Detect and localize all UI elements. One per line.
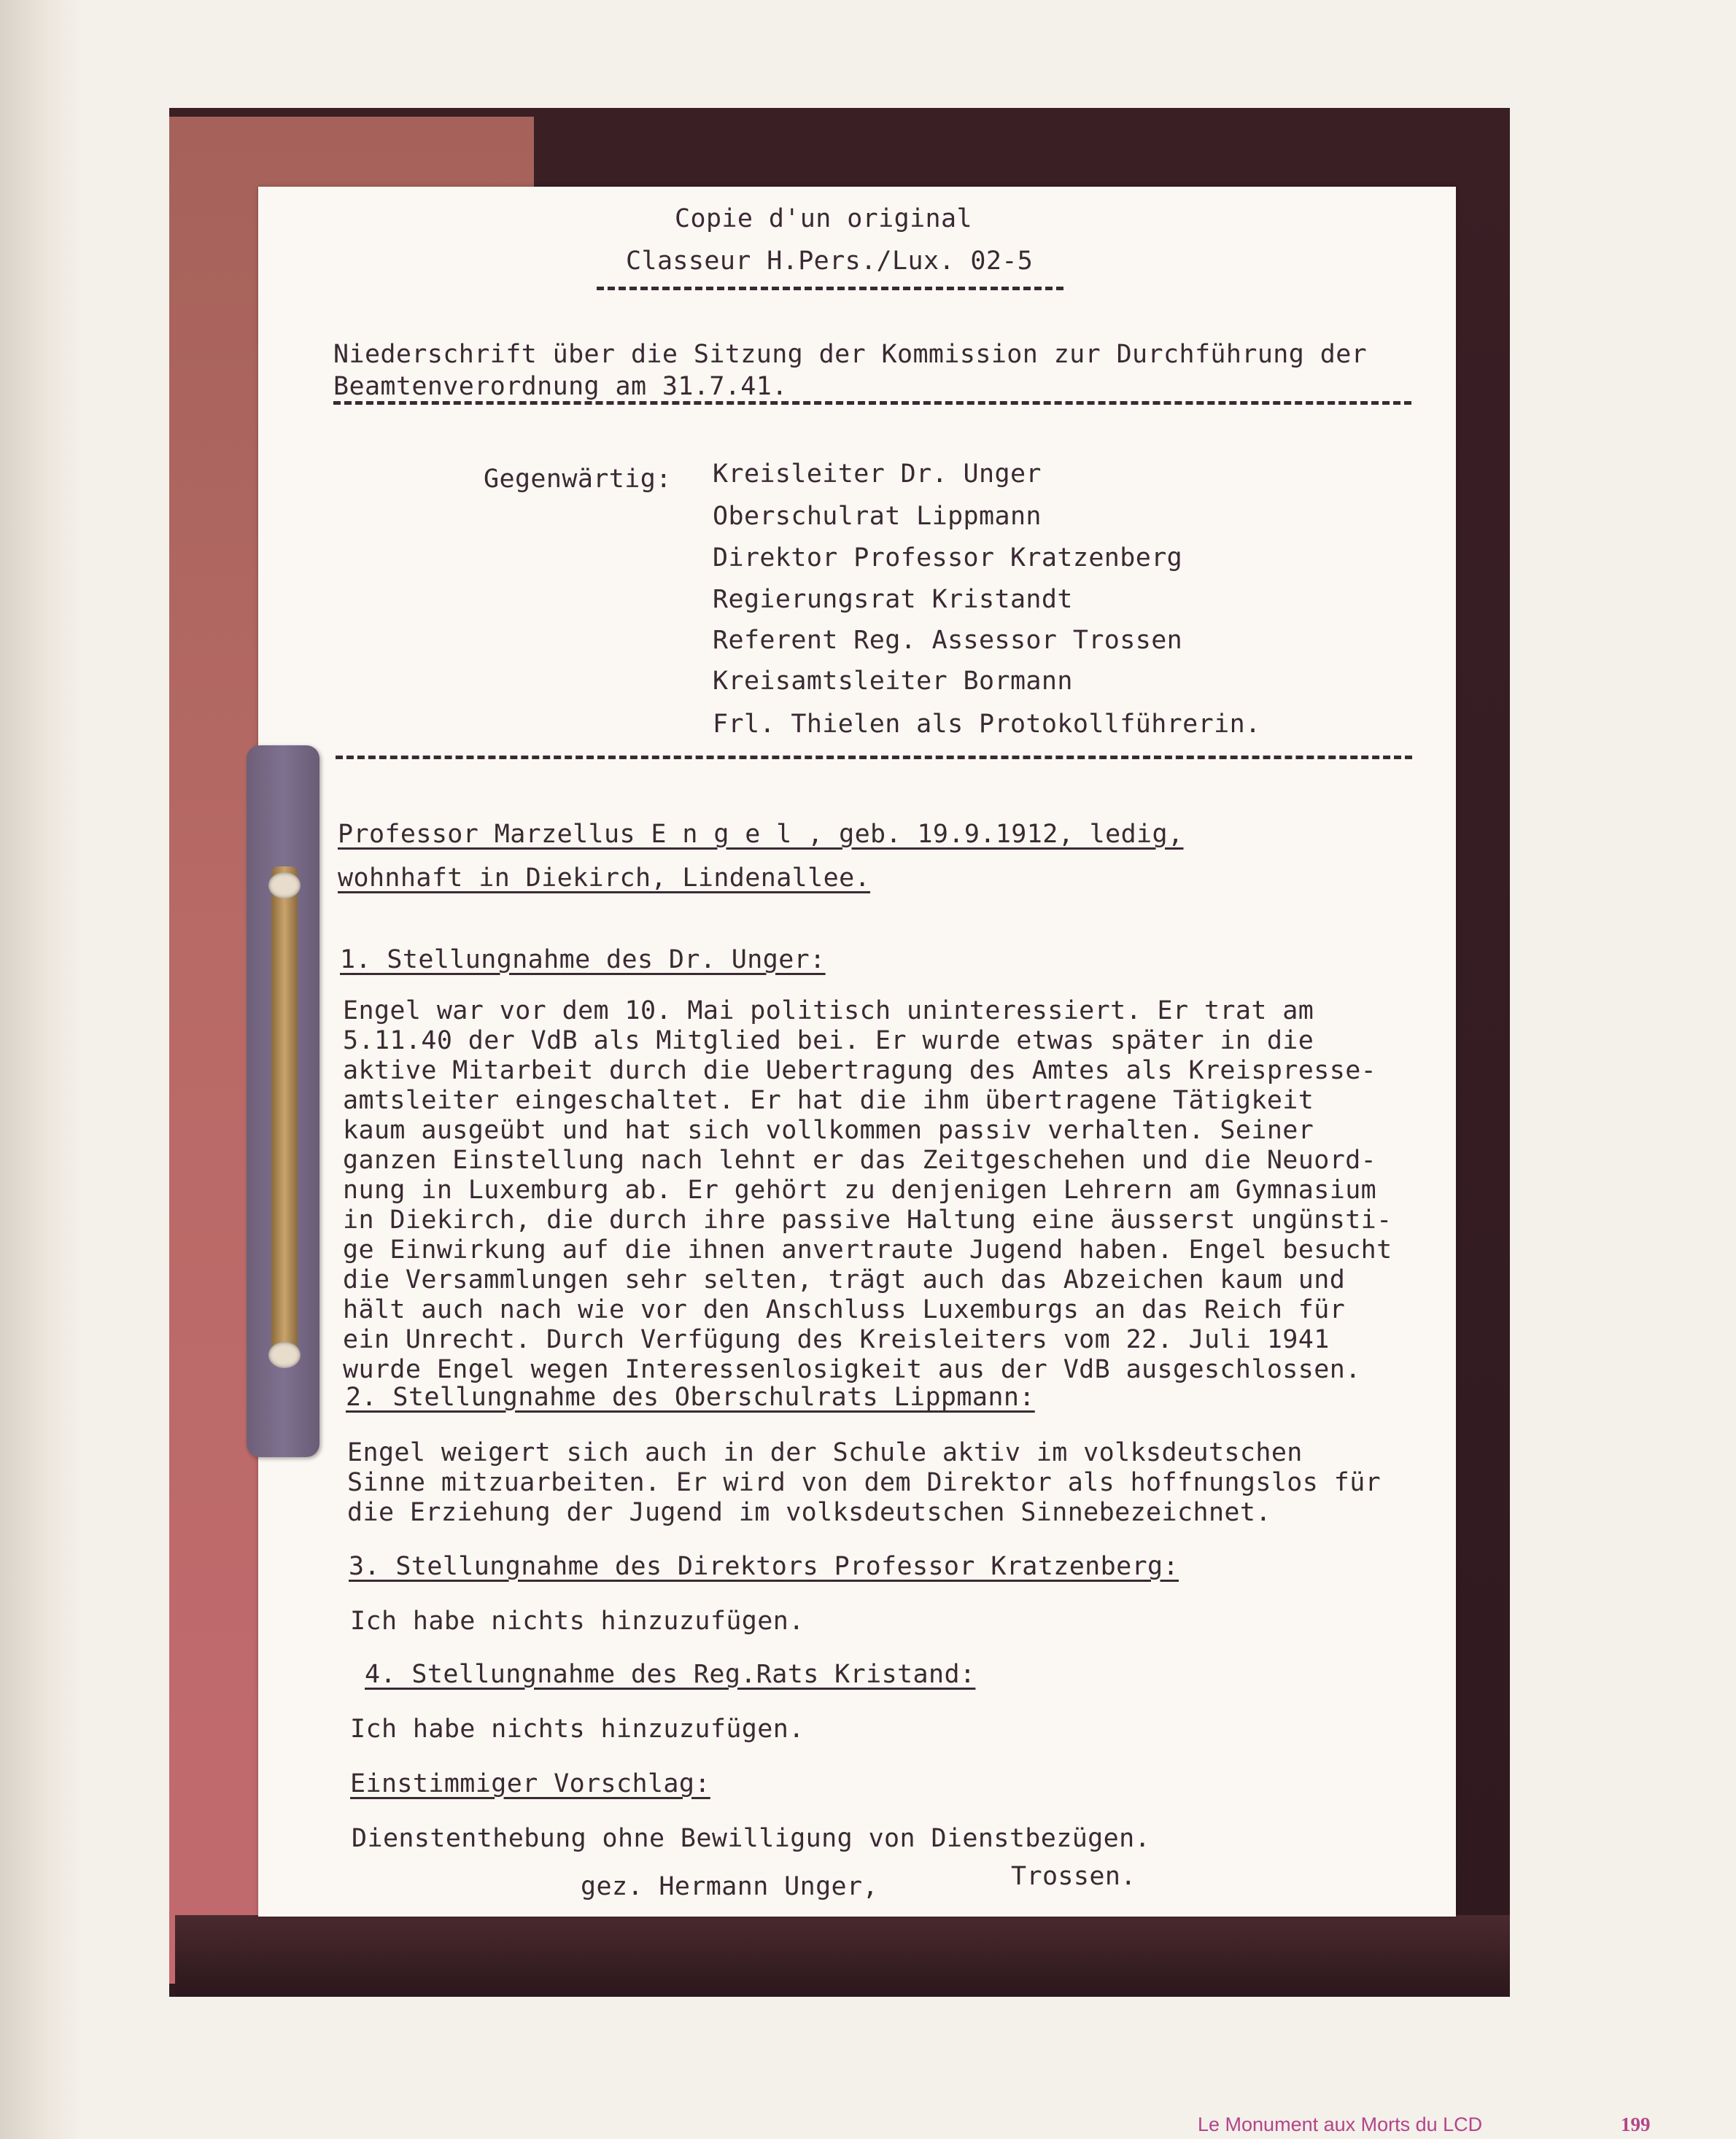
page-number: 199	[1621, 2113, 1651, 2135]
folder-bottom-edge	[175, 1915, 1510, 1997]
title-line-1: Niederschrift über die Sitzung der Kommission zur Durchführung der	[333, 340, 1368, 369]
section1-line: Engel war vor dem 10. Mai politisch uninteressiert. Er trat am	[343, 996, 1314, 1025]
present-item: Referent Reg. Assessor Trossen	[713, 626, 1183, 655]
section2-line: Engel weigert sich auch in der Schule aktiv im volksdeutschen	[347, 1438, 1303, 1467]
proposal-heading: Einstimmiger Vorschlag:	[350, 1769, 710, 1798]
proposal-text: Dienstenthebung ohne Bewilligung von Dienstbezügen.	[352, 1824, 1151, 1853]
section1-line: 5.11.40 der VdB als Mitglied bei. Er wurde etwas später in die	[343, 1026, 1314, 1055]
section1-line: aktive Mitarbeit durch die Uebertragung des Amtes als Kreispresse-	[343, 1056, 1377, 1085]
punch-hole-bottom	[268, 1342, 301, 1368]
subject-line-2: wohnhaft in Diekirch, Lindenallee.	[338, 863, 871, 893]
section3-heading: 3. Stellungnahme des Direktors Professor Kratzenberg:	[349, 1552, 1179, 1581]
header-copy-line: Copie d'un original	[675, 204, 972, 233]
subject-line-1: Professor Marzellus E n g e l , geb. 19.9.1912, ledig,	[338, 820, 1184, 849]
punch-hole-top	[268, 872, 301, 898]
header-rule	[597, 287, 1063, 290]
section2-line: die Erziehung der Jugend im volksdeutschen Sinnebezeichnet.	[347, 1498, 1271, 1527]
section1-line: amtsleiter eingeschaltet. Er hat die ihm übertragene Tätigkeit	[343, 1086, 1314, 1115]
running-footer-title: Le Monument aux Morts du LCD	[1198, 2113, 1483, 2135]
section1-line: hält auch nach wie vor den Anschluss Luxemburgs an das Reich für	[343, 1295, 1346, 1324]
present-item: Regierungsrat Kristandt	[713, 585, 1073, 614]
section4-text: Ich habe nichts hinzuzufügen.	[350, 1715, 805, 1744]
present-item: Frl. Thielen als Protokollführerin.	[713, 710, 1261, 739]
header-classeur-line: Classeur H.Pers./Lux. 02-5	[626, 246, 1034, 276]
present-rule	[336, 756, 1412, 759]
section1-heading: 1. Stellungnahme des Dr. Unger:	[340, 945, 826, 974]
section1-line: die Versammlungen sehr selten, trägt auch das Abzeichen kaum und	[343, 1265, 1346, 1294]
fastener-prong	[271, 866, 298, 1362]
section3-text: Ich habe nichts hinzuzufügen.	[350, 1607, 805, 1636]
section1-line: wurde Engel wegen Interessenlosigkeit aus der VdB ausgeschlossen.	[343, 1355, 1361, 1384]
title-rule	[333, 401, 1411, 405]
section1-line: ein Unrecht. Durch Verfügung des Kreisleiters vom 22. Juli 1941	[343, 1325, 1330, 1354]
section1-line: ge Einwirkung auf die ihnen anvertraute Jugend haben. Engel besucht	[343, 1235, 1392, 1265]
signature-unger: gez. Hermann Unger,	[581, 1872, 878, 1901]
section1-line: kaum ausgeübt und hat sich vollkommen passiv verhalten. Seiner	[343, 1116, 1314, 1145]
present-item: Kreisleiter Dr. Unger	[713, 459, 1042, 489]
present-item: Kreisamtsleiter Bormann	[713, 667, 1073, 696]
section1-line: in Diekirch, die durch ihre passive Haltung eine äusserst ungünsti-	[343, 1206, 1392, 1235]
section4-heading: 4. Stellungnahme des Reg.Rats Kristand:	[365, 1660, 976, 1689]
present-label: Gegenwärtig:	[484, 465, 672, 494]
section1-line: nung in Luxemburg ab. Er gehört zu denjenigen Lehrern am Gymnasium	[343, 1176, 1377, 1205]
section2-heading: 2. Stellungnahme des Oberschulrats Lippmann:	[346, 1383, 1035, 1412]
book-gutter-shadow	[0, 0, 80, 2139]
present-item: Oberschulrat Lippmann	[713, 502, 1042, 531]
present-item: Direktor Professor Kratzenberg	[713, 543, 1183, 572]
signature-trossen: Trossen.	[1011, 1862, 1136, 1891]
section1-line: ganzen Einstellung nach lehnt er das Zeitgeschehen und die Neuord-	[343, 1146, 1377, 1175]
title-line-2: Beamtenverordnung am 31.7.41.	[333, 372, 788, 401]
section2-line: Sinne mitzuarbeiten. Er wird von dem Direktor als hoffnungslos für	[347, 1468, 1382, 1497]
